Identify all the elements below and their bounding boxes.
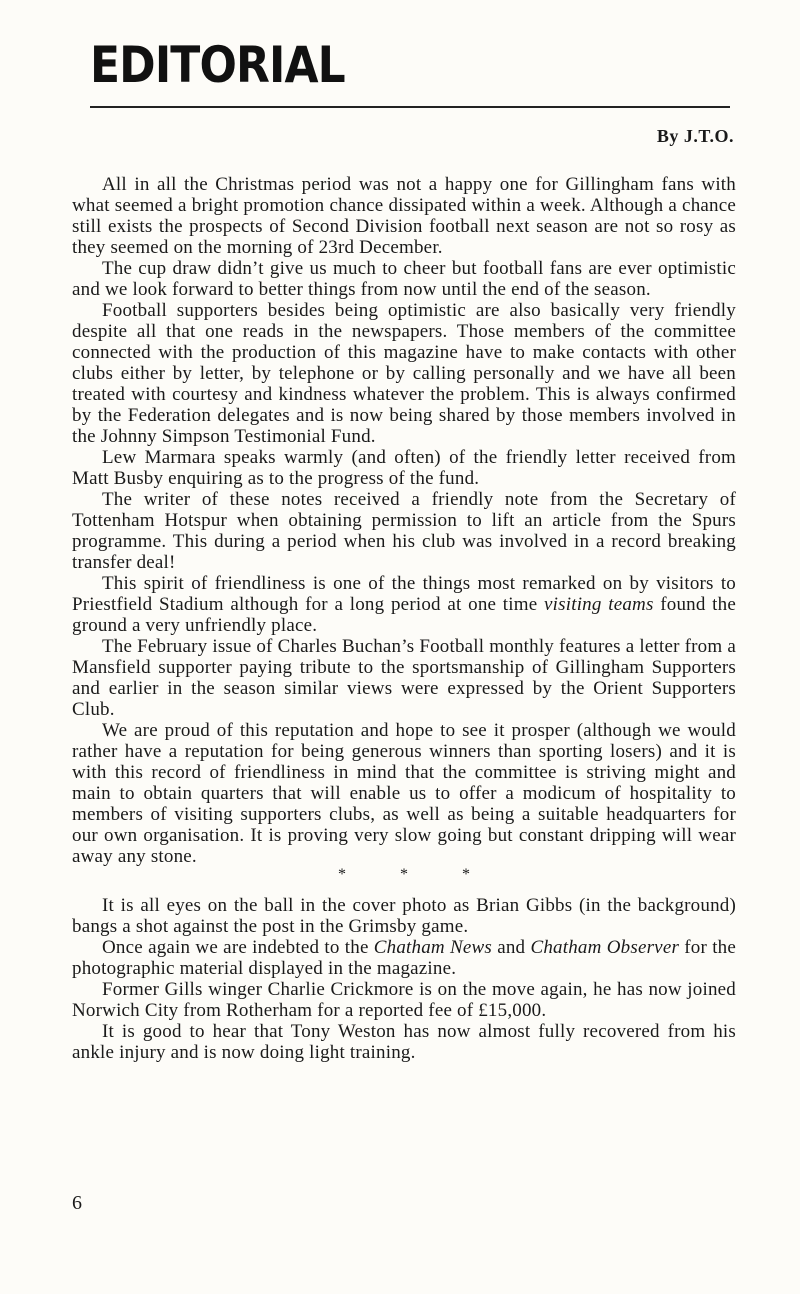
section-separator: * * * (338, 866, 470, 883)
italic-phrase: Chatham Observer (530, 937, 680, 958)
page-title: EDITORIAL (90, 36, 345, 94)
italic-phrase: Chatham News (373, 937, 493, 958)
paragraph: The cup draw didn’t give us much to cheer but football fans are ever optimistic and we look forward to better things from now until the end of the season. (72, 258, 736, 300)
title-rule (90, 106, 730, 108)
paragraph: Football supporters besides being optimistic are also basically very friendly despite all that one reads in the newspapers. Those members of the committee connected with the production of this magazine have to make contacts with other clubs either by letter, by telephone or by calling personally and we have all been treated with courtesy and kindness whatever the problem. This is always confirmed by the Federation delegates and is now being shared by those members involved in the Johnny Simpson Testimonial Fund. (72, 300, 736, 447)
paragraph: All in all the Christmas period was not a happy one for Gillingham fans with what seemed a bright promotion chance dissipated within a week. Although a chance still exists the prospects of Second Division football next season are not so rosy as they seemed on the morning of 23rd December. (72, 174, 736, 258)
italic-phrase: visiting teams (544, 594, 654, 615)
paragraph: The February issue of Charles Buchan’s Football monthly features a letter from a Mansfield supporter paying tribute to the sportsmanship of Gillingham Supporters and earlier in the season similar views were expressed by the Orient Supporters Club. (72, 636, 736, 720)
paragraph: Former Gills winger Charlie Crickmore is on the move again, he has now joined Norwich City from Rotherham for a reported fee of £15,000. (72, 979, 736, 1021)
paragraph: We are proud of this reputation and hope to see it prosper (although we would rather have a reputation for being generous winners than sporting losers) and it is with this record of friendliness in mind that the committee is striving might and main to obtain quarters that will enable us to offer a modicum of hospitality to members of visiting supporters clubs, as well as being a suitable headquarters for our own organisation. It is proving very slow going but constant dripping will wear away any stone. (72, 720, 736, 867)
paragraph: Once again we are indebted to the Chatham News and Chatham Observer for the photographic material displayed in the magazine. (72, 937, 737, 979)
paragraph: This spirit of friendliness is one of the things most remarked on by visitors to Priestfield Stadium although for a long period at one time visiting teams found the ground a very unfriendly place. (72, 573, 736, 636)
article-body (72, 174, 736, 1063)
byline: By J.T.O. (656, 126, 734, 146)
page-number: 6 (72, 1192, 82, 1214)
paragraph: Lew Marmara speaks warmly (and often) of the friendly letter received from Matt Busby enquiring as to the progress of the fund. (72, 447, 736, 489)
paragraph: It is good to hear that Tony Weston has now almost fully recovered from his ankle injury and is now doing light training. (72, 1021, 736, 1063)
paragraph: The writer of these notes received a friendly note from the Secretary of Tottenham Hotspur when obtaining permission to lift an article from the Spurs programme. This during a period when his club was involved in a record breaking transfer deal! (72, 489, 736, 573)
paragraph: It is all eyes on the ball in the cover photo as Brian Gibbs (in the background) bangs a shot against the post in the Grimsby game. (72, 895, 736, 937)
